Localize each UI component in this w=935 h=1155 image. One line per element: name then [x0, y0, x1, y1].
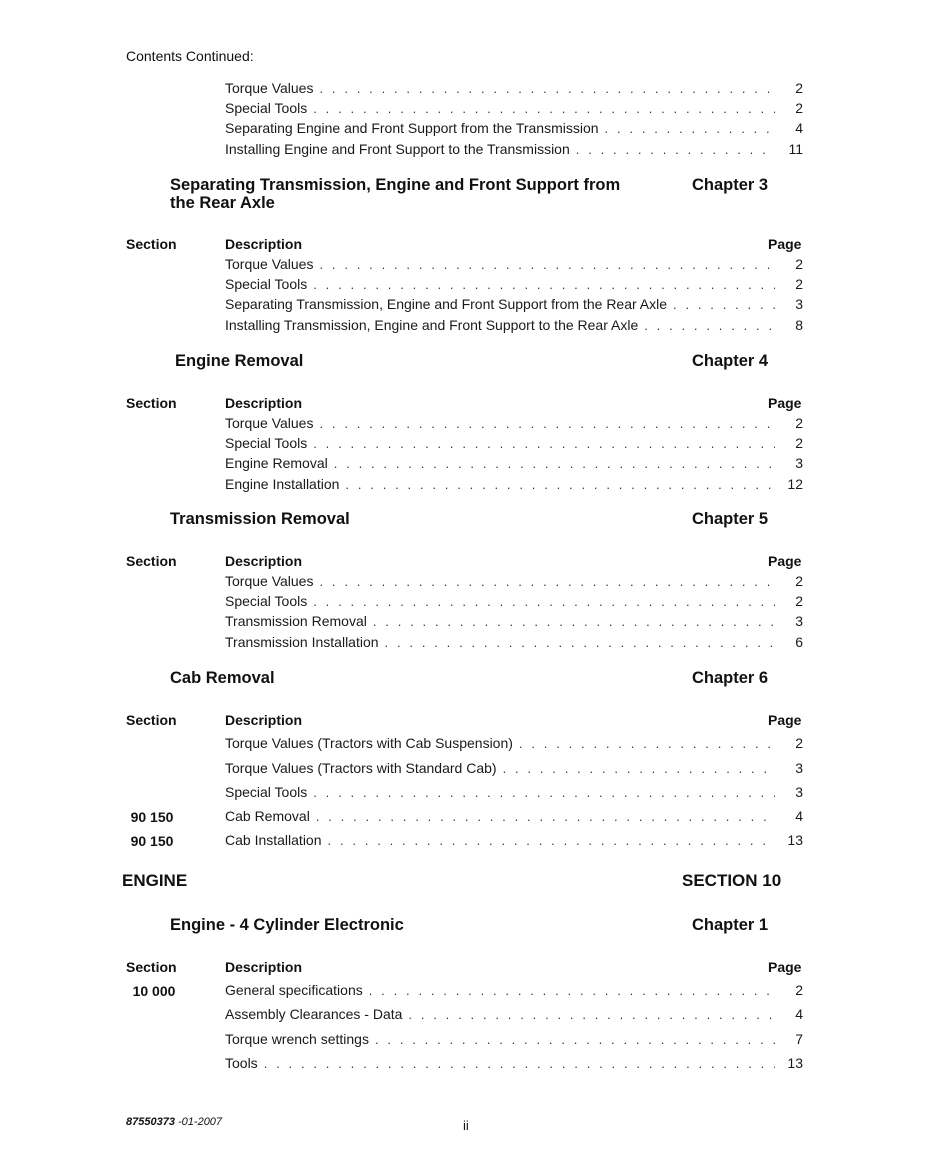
toc-entry[interactable]: [225, 120, 803, 140]
column-header-section: Section: [126, 959, 177, 975]
entry-description: Installing Transmission, Engine and Front Support to the Rear Axle: [225, 317, 639, 333]
entry-page: 4: [795, 808, 803, 824]
entry-page: 12: [787, 476, 803, 492]
toc-entry[interactable]: [225, 808, 803, 828]
toc-entry[interactable]: [225, 80, 803, 100]
entry-description: Separating Engine and Front Support from the Transmission: [225, 120, 599, 136]
dot-leader: [345, 477, 775, 492]
entry-description: Engine Installation: [225, 476, 340, 492]
dot-leader: [373, 614, 775, 629]
dot-leader: [644, 318, 775, 333]
section-number: SECTION 10: [682, 871, 782, 890]
entry-description: Special Tools: [225, 276, 308, 292]
entry-page: 3: [795, 296, 803, 312]
entry-page: 2: [795, 100, 803, 116]
entry-description: Torque Values: [225, 80, 314, 96]
entry-page: 13: [787, 1055, 803, 1071]
dot-leader: [375, 1032, 775, 1047]
doc-date: -01-2007: [174, 1116, 223, 1128]
entry-page: 2: [795, 593, 803, 609]
toc-entry[interactable]: [225, 317, 803, 337]
dot-leader: [313, 101, 775, 116]
chapter-number: Chapter 6: [692, 669, 769, 687]
dot-leader: [313, 594, 775, 609]
entry-page: 2: [795, 573, 803, 589]
column-header-section: Section: [126, 236, 177, 252]
toc-entry[interactable]: [225, 593, 803, 613]
entry-page: 11: [788, 141, 803, 157]
dot-leader: [319, 81, 775, 96]
dot-leader: [576, 142, 775, 157]
dot-leader: [313, 277, 775, 292]
entry-description: Engine Removal: [225, 455, 328, 471]
entry-page: 2: [795, 982, 803, 998]
chapter-number: Chapter 5: [692, 510, 769, 528]
dot-leader: [385, 635, 775, 650]
entry-description: Cab Installation: [225, 832, 322, 848]
dot-leader: [313, 785, 775, 800]
entry-description: Installing Engine and Front Support to the Transmission: [225, 141, 570, 157]
entry-page: 2: [795, 80, 803, 96]
entry-description: Special Tools: [225, 593, 308, 609]
entry-description: Torque Values (Tractors with Standard Cab): [225, 760, 497, 776]
entry-description: General specifications: [225, 982, 363, 998]
dot-leader: [503, 761, 775, 776]
column-header-page: Page: [768, 395, 802, 411]
column-header-description: Description: [225, 712, 303, 728]
entry-page: 3: [795, 455, 803, 471]
toc-entry[interactable]: [225, 760, 803, 780]
entry-page: 7: [795, 1031, 803, 1047]
entry-description: Transmission Installation: [225, 634, 379, 650]
entry-page: 4: [795, 120, 803, 136]
toc-entry[interactable]: [225, 1006, 803, 1026]
entry-page: 2: [795, 435, 803, 451]
dot-leader: [319, 416, 775, 431]
toc-entry[interactable]: [225, 435, 803, 455]
entry-description: Tools: [225, 1055, 258, 1071]
entry-description: Torque Values: [225, 415, 314, 431]
dot-leader: [319, 574, 775, 589]
section-code: 10 000: [132, 983, 176, 999]
column-header-page: Page: [768, 553, 802, 569]
entry-description: Cab Removal: [225, 808, 310, 824]
contents-continued-heading: Contents Continued:: [126, 48, 254, 64]
column-header-section: Section: [126, 395, 177, 411]
toc-entry[interactable]: [225, 634, 803, 654]
toc-entry[interactable]: [225, 296, 803, 316]
entry-page: 3: [795, 784, 803, 800]
toc-entry[interactable]: [225, 256, 803, 276]
section-code: 90 150: [130, 809, 174, 825]
column-header-section: Section: [126, 712, 177, 728]
chapter-title: Engine - 4 Cylinder Electronic: [170, 916, 404, 934]
entry-page: 2: [795, 276, 803, 292]
entry-description: Assembly Clearances - Data: [225, 1006, 403, 1022]
chapter-number: Chapter 4: [692, 352, 769, 370]
dot-leader: [316, 809, 775, 824]
toc-entry[interactable]: [225, 613, 803, 633]
chapter-title: Engine Removal: [175, 352, 304, 370]
chapter-number: Chapter 1: [692, 916, 769, 934]
entry-description: Separating Transmission, Engine and Front Support from the Rear Axle: [225, 296, 668, 312]
chapter-number: Chapter 3: [692, 176, 769, 194]
column-header-page: Page: [768, 959, 802, 975]
entry-description: Special Tools: [225, 435, 308, 451]
entry-page: 2: [795, 735, 803, 751]
document-number: [126, 1116, 222, 1128]
entry-description: Special Tools: [225, 100, 308, 116]
toc-entry[interactable]: [225, 735, 803, 755]
section-code: 90 150: [130, 833, 174, 849]
dot-leader: [264, 1056, 775, 1071]
toc-entry[interactable]: [225, 573, 803, 593]
dot-leader: [519, 736, 775, 751]
column-header-description: Description: [225, 395, 303, 411]
dot-leader: [369, 983, 775, 998]
toc-entry[interactable]: [225, 982, 803, 1002]
toc-entry[interactable]: [225, 455, 803, 475]
toc-entry[interactable]: [225, 476, 803, 496]
doc-number: 87550373: [126, 1116, 175, 1128]
entry-page: 3: [795, 760, 803, 776]
entry-description: Torque wrench settings: [225, 1031, 369, 1047]
entry-description: Torque Values: [225, 256, 314, 272]
entry-page: 3: [795, 613, 803, 629]
dot-leader: [408, 1007, 775, 1022]
toc-entry[interactable]: [225, 784, 803, 804]
entry-page: 2: [795, 256, 803, 272]
column-header-description: Description: [225, 236, 303, 252]
toc-entry[interactable]: [225, 141, 803, 161]
entry-description: Transmission Removal: [225, 613, 367, 629]
chapter-title: Separating Transmission, Engine and Front Support from the Rear Axle: [170, 176, 621, 212]
column-header-description: Description: [225, 553, 303, 569]
column-header-description: Description: [225, 959, 303, 975]
column-header-page: Page: [768, 236, 802, 252]
chapter-title: Cab Removal: [170, 669, 275, 687]
dot-leader: [328, 833, 775, 848]
toc-entry[interactable]: [225, 415, 803, 435]
dot-leader: [605, 121, 775, 136]
toc-entry[interactable]: [225, 1055, 803, 1075]
toc-entry[interactable]: [225, 1031, 803, 1051]
entry-page: 13: [787, 832, 803, 848]
page-number: ii: [463, 1118, 469, 1133]
toc-entry[interactable]: [225, 832, 803, 852]
toc-entry[interactable]: [225, 276, 803, 296]
column-header-section: Section: [126, 553, 177, 569]
dot-leader: [313, 436, 775, 451]
toc-entry[interactable]: [225, 100, 803, 120]
chapter-title: Transmission Removal: [170, 510, 350, 528]
entry-description: Torque Values: [225, 573, 314, 589]
entry-description: Special Tools: [225, 784, 308, 800]
entry-page: 6: [795, 634, 803, 650]
column-header-page: Page: [768, 712, 802, 728]
dot-leader: [673, 297, 775, 312]
entry-page: 2: [795, 415, 803, 431]
dot-leader: [319, 257, 775, 272]
dot-leader: [334, 456, 775, 471]
entry-page: 8: [795, 317, 803, 333]
section-name: ENGINE: [122, 871, 188, 890]
entry-page: 4: [795, 1006, 803, 1022]
entry-description: Torque Values (Tractors with Cab Suspension): [225, 735, 513, 751]
